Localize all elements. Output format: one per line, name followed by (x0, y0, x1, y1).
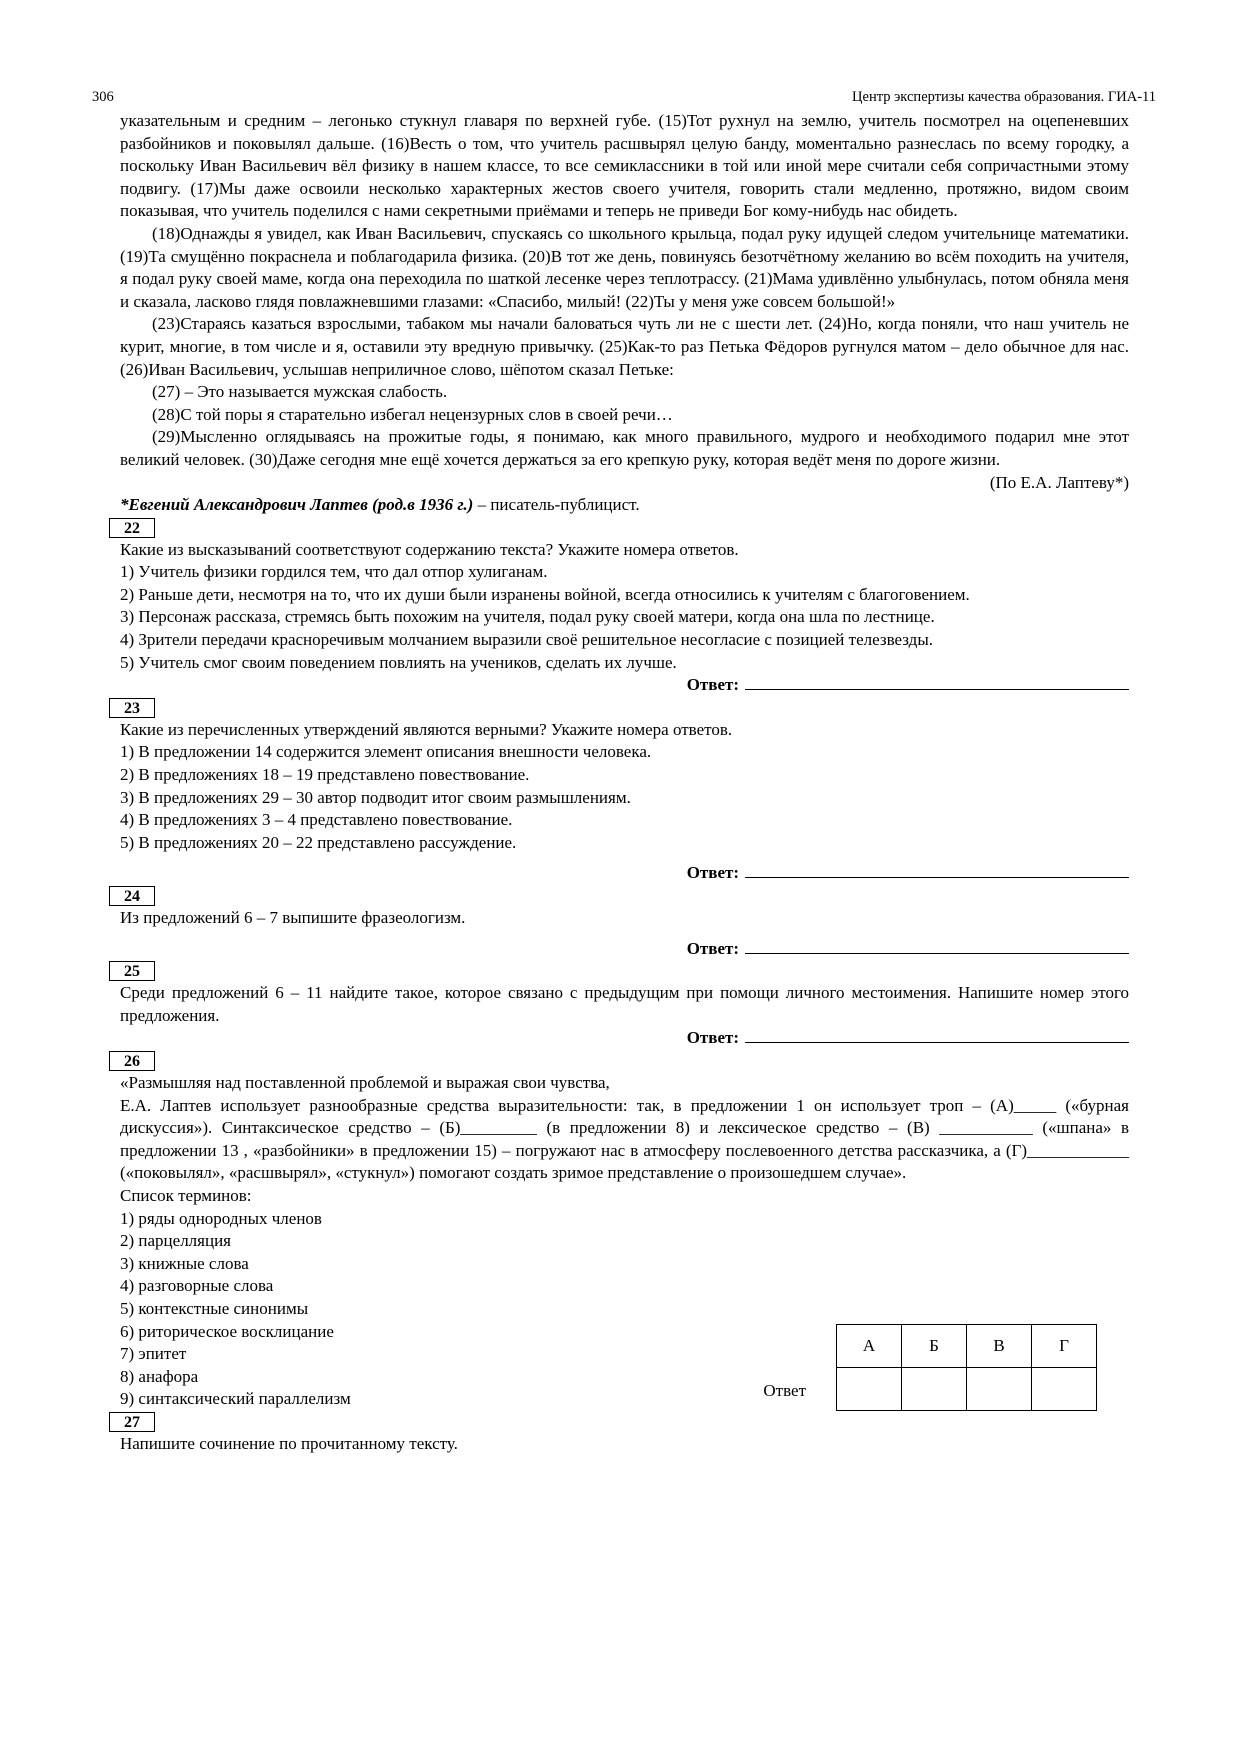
question-23-option: 2) В предложениях 18 – 19 представлено повествование. (120, 765, 530, 785)
question-22-prompt: Какие из высказываний соответствуют содержанию текста? Укажите номера ответов. (120, 539, 739, 559)
answer-label: Ответ: (686, 1028, 739, 1048)
question-number-27: 27 (109, 1412, 155, 1432)
text-source: (По Е.А. Лаптеву*) (989, 472, 1129, 492)
question-26-intro: «Размышляя над поставленной проблемой и выражая свои чувства, (120, 1072, 610, 1092)
answer-table-header: А (837, 1324, 902, 1367)
question-number-23: 23 (109, 698, 155, 718)
term-item: 1) ряды однородных членов (120, 1208, 322, 1228)
answer-table-header: В (967, 1324, 1032, 1367)
answer-cell-b[interactable] (902, 1367, 967, 1410)
question-number-22: 22 (109, 518, 155, 538)
answer-field-23[interactable] (745, 863, 1129, 878)
question-24-prompt: Из предложений 6 – 7 выпишите фразеологизм. (120, 908, 466, 927)
question-22-option: 5) Учитель смог своим поведением повлиять на учеников, сделать их лучше. (120, 652, 677, 672)
answer-table-block (763, 1324, 1097, 1411)
page-number: 306 (92, 89, 114, 105)
text-paragraph: (29)Мысленно оглядываясь на прожитые годы, я понимаю, как много правильного, мудрого и необходимого подарил мне этот великий человек. (30)Даже сегодня мне ещё хочется держаться за его крепкую руку, которая ведёт меня по дороге жизни. (120, 427, 1129, 469)
answer-line-22 (120, 674, 1129, 697)
text-paragraph: (28)С той поры я старательно избегал нецензурных слов в своей речи… (152, 404, 673, 424)
answer-field-25[interactable] (745, 1028, 1129, 1043)
term-item: 4) разговорные слова (120, 1276, 274, 1296)
answer-table-header: Г (1032, 1324, 1097, 1367)
question-23-option: 4) В предложениях 3 – 4 представлено повествование. (120, 810, 513, 830)
question-22-option: 2) Раньше дети, несмотря на то, что их души были изранены войной, всегда относились к учителям с благоговением. (120, 584, 970, 604)
question-26-text: Е.А. Лаптев использует разнообразные средства выразительности: так, в предложении 1 он использует троп – (А)_____ («бурная дискуссия»). Синтаксическое средство – (Б)_________ (в предложении 8) и лексическое средство – (В) ___________ («шпана» в предложении 13 , «разбойники» в предложении 15) – погружают нас в атмосферу послевоенного детства рассказчика, а (Г)____________ («поковылял», «расшвырял», «стукнул») помогают создать зримое представление о произошедшем случае». (120, 1095, 1129, 1183)
text-paragraph: (23)Стараясь казаться взрослыми, табаком мы начали баловаться чуть ли не с шести лет. (24)Но, когда поняли, что наш учитель не курит, многие, в том числе и я, оставили эту вредную привычку. (25)Как-то раз Петька Фёдоров ругнулся матом – дело обычное для нас. (26)Иван Васильевич, услышав неприличное слово, шёпотом сказал Петьке: (120, 314, 1129, 379)
answer-table-header: Б (902, 1324, 967, 1367)
document-body (120, 110, 1129, 1455)
term-item: 6) риторическое восклицание (120, 1321, 334, 1341)
answer-label: Ответ: (686, 938, 739, 958)
answer-line-23 (120, 862, 1129, 885)
question-number-25: 25 (109, 961, 155, 981)
question-23-prompt: Какие из перечисленных утверждений являются верными? Укажите номера ответов. (120, 719, 733, 739)
answer-label: Ответ: (686, 675, 739, 695)
answer-field-22[interactable] (745, 675, 1129, 690)
text-paragraph: (27) – Это называется мужская слабость. (152, 382, 448, 402)
terms-title: Список терминов: (120, 1185, 252, 1205)
question-number-24: 24 (109, 886, 155, 906)
answer-cell-v[interactable] (967, 1367, 1032, 1410)
question-25-prompt: Среди предложений 6 – 11 найдите такое, которое связано с предыдущим при помощи личного местоимения. Напишите номер этого предложения. (120, 983, 1129, 1025)
term-item: 2) парцелляция (120, 1231, 231, 1251)
answer-line-25 (120, 1027, 1129, 1050)
text-paragraph: (18)Однажды я увидел, как Иван Васильевич, спускаясь со школьного крыльца, подал руку идущей следом учительнице математики. (19)Та смущённо покраснела и поблагодарила физика. (20)В тот же день, повинуясь безотчётному желанию во всём походить на учителя, я подал руку своей маме, когда она переходила по шаткой лесенке через теплотрассу. (21)Мама удивлённо улыбнулась, потом обняла меня и сказала, ласково глядя повлажневшими глазами: «Спасибо, милый! (22)Ты у меня уже совсем большой!» (120, 223, 1129, 311)
text-paragraph: указательным и средним – легонько стукнул главаря по верхней губе. (15)Тот рухнул на землю, учитель посмотрел на оцепеневших разбойников и поковылял дальше. (16)Весть о том, что учитель расшвырял целую банду, моментально разнеслась по всему городку, а поскольку Иван Васильевич вёл физику в нашем классе, то все семиклассники в той или иной мере считали себя сопричастными этому подвигу. (17)Мы даже освоили несколько характерных жестов своего учителя, говорить стали медленно, протяжно, видом своим показывая, что учитель поделился с нами секретными приёмами и теперь не приведи Бог кому-нибудь нас обидеть. (120, 111, 1129, 221)
question-22-option: 4) Зрители передачи красноречивым молчанием выразили своё решительное несогласие с позицией телезвезды. (120, 630, 933, 650)
question-22-option: 3) Персонаж рассказа, стремясь быть похожим на учителя, подал руку своей матери, когда она шла по лестнице. (120, 607, 935, 627)
author-note (120, 494, 1129, 517)
question-22-option: 1) Учитель физики гордился тем, что дал отпор хулиганам. (120, 562, 548, 582)
answer-table-label: Ответ (763, 1381, 806, 1401)
question-23-option: 3) В предложениях 29 – 30 автор подводит итог своим размышлениям. (120, 787, 631, 807)
answer-label: Ответ: (686, 863, 739, 883)
term-item: 8) анафора (120, 1366, 199, 1386)
author-name: *Евгений Александрович Лаптев (род.в 1936 г.) (120, 495, 474, 515)
answer-line-24 (120, 938, 1129, 961)
term-item: 9) синтаксический параллелизм (120, 1389, 351, 1409)
question-23-option: 1) В предложении 14 содержится элемент описания внешности человека. (120, 742, 652, 762)
header-title: Центр экспертизы качества образования. ГИА-11 (852, 89, 1156, 105)
answer-field-24[interactable] (745, 939, 1129, 954)
answer-table (836, 1324, 1097, 1411)
term-item: 3) книжные слова (120, 1253, 249, 1273)
answer-cell-g[interactable] (1032, 1367, 1097, 1410)
question-number-26: 26 (109, 1051, 155, 1071)
question-27-prompt: Напишите сочинение по прочитанному тексту. (120, 1433, 458, 1453)
term-item: 7) эпитет (120, 1344, 187, 1364)
term-item: 5) контекстные синонимы (120, 1298, 309, 1318)
author-description: – писатель-публицист. (473, 495, 640, 515)
answer-cell-a[interactable] (837, 1367, 902, 1410)
question-26 (120, 1072, 1129, 1411)
question-23-option: 5) В предложениях 20 – 22 представлено рассуждение. (120, 832, 517, 852)
